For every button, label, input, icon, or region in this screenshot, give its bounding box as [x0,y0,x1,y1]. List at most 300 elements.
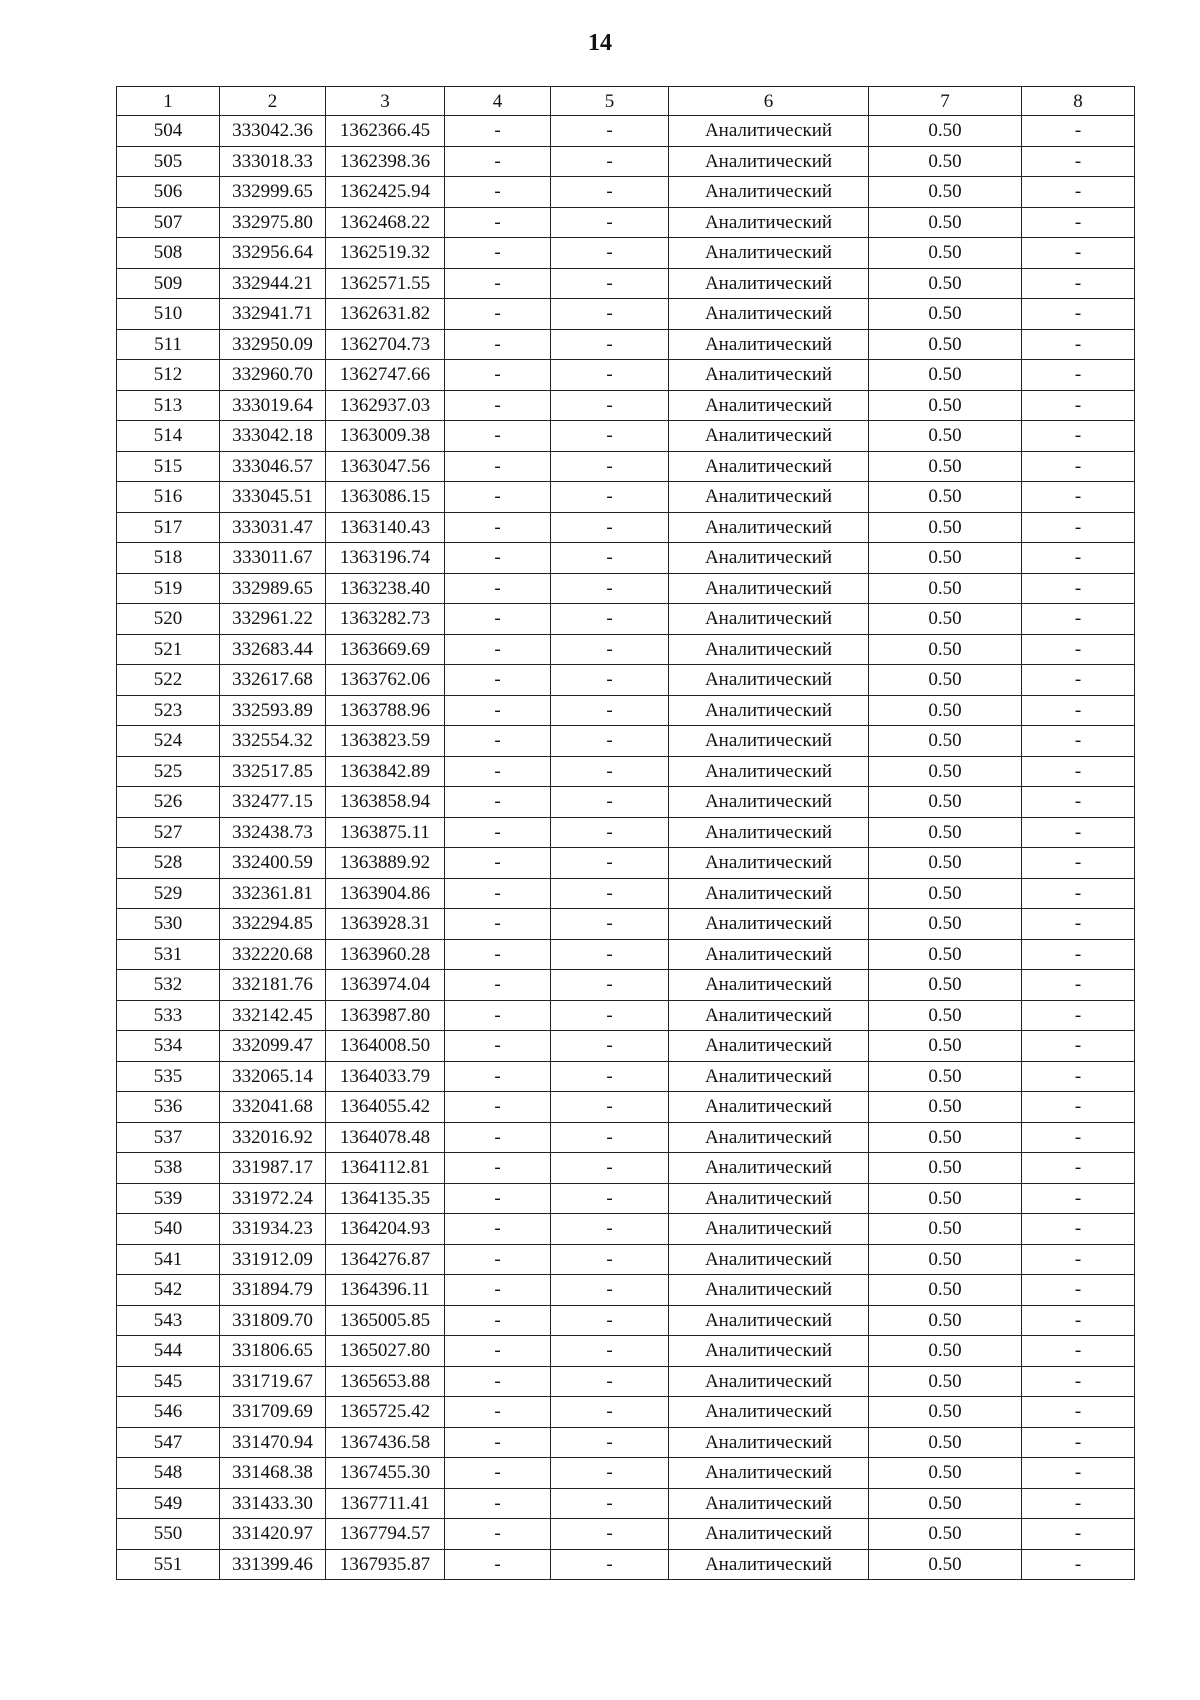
column-4-cell: - [445,238,551,269]
column-4-cell: - [445,421,551,452]
column-5-cell: - [551,1183,669,1214]
method-cell: Аналитический [669,909,869,940]
accuracy-cell: 0.50 [869,421,1022,452]
column-8-cell: - [1022,421,1135,452]
accuracy-cell: 0.50 [869,543,1022,574]
x-coordinate-cell: 333018.33 [220,146,326,177]
column-5-cell: - [551,665,669,696]
method-cell: Аналитический [669,1183,869,1214]
column-5-cell: - [551,1275,669,1306]
table-row [117,787,1135,818]
column-8-cell: - [1022,817,1135,848]
column-8-cell: - [1022,299,1135,330]
column-5-cell: - [551,1427,669,1458]
method-cell: Аналитический [669,1336,869,1367]
column-4-cell: - [445,1397,551,1428]
accuracy-cell: 0.50 [869,146,1022,177]
column-5-cell: - [551,1519,669,1550]
table-row [117,451,1135,482]
method-cell: Аналитический [669,634,869,665]
column-5-cell: - [551,634,669,665]
column-5-cell: - [551,451,669,482]
column-8-cell: - [1022,1336,1135,1367]
table-row [117,1031,1135,1062]
y-coordinate-cell: 1363889.92 [326,848,445,879]
accuracy-cell: 0.50 [869,1549,1022,1580]
y-coordinate-cell: 1363140.43 [326,512,445,543]
method-cell: Аналитический [669,1122,869,1153]
column-8-cell: - [1022,116,1135,147]
table-row [117,1153,1135,1184]
accuracy-cell: 0.50 [869,1214,1022,1245]
accuracy-cell: 0.50 [869,177,1022,208]
x-coordinate-cell: 332142.45 [220,1000,326,1031]
x-coordinate-cell: 331806.65 [220,1336,326,1367]
column-5-cell: - [551,1122,669,1153]
point-number-cell: 525 [117,756,220,787]
table-row [117,909,1135,940]
accuracy-cell: 0.50 [869,1519,1022,1550]
column-5-cell: - [551,543,669,574]
table-row [117,1000,1135,1031]
y-coordinate-cell: 1362571.55 [326,268,445,299]
column-5-cell: - [551,1061,669,1092]
method-cell: Аналитический [669,1031,869,1062]
column-5-cell: - [551,390,669,421]
table-row [117,268,1135,299]
method-cell: Аналитический [669,1153,869,1184]
table-row [117,970,1135,1001]
method-cell: Аналитический [669,146,869,177]
column-8-cell: - [1022,1275,1135,1306]
accuracy-cell: 0.50 [869,1305,1022,1336]
column-8-cell: - [1022,665,1135,696]
column-8-cell: - [1022,1122,1135,1153]
y-coordinate-cell: 1365027.80 [326,1336,445,1367]
column-4-cell: - [445,1092,551,1123]
accuracy-cell: 0.50 [869,1366,1022,1397]
method-cell: Аналитический [669,1519,869,1550]
table-row [117,756,1135,787]
accuracy-cell: 0.50 [869,1244,1022,1275]
y-coordinate-cell: 1365653.88 [326,1366,445,1397]
accuracy-cell: 0.50 [869,299,1022,330]
point-number-cell: 548 [117,1458,220,1489]
x-coordinate-cell: 332950.09 [220,329,326,360]
table-row [117,512,1135,543]
column-4-cell: - [445,909,551,940]
accuracy-cell: 0.50 [869,1061,1022,1092]
table-row [117,726,1135,757]
accuracy-cell: 0.50 [869,1031,1022,1062]
y-coordinate-cell: 1362366.45 [326,116,445,147]
accuracy-cell: 0.50 [869,573,1022,604]
column-4-cell: - [445,177,551,208]
method-cell: Аналитический [669,939,869,970]
table-row [117,1244,1135,1275]
accuracy-cell: 0.50 [869,1336,1022,1367]
accuracy-cell: 0.50 [869,848,1022,879]
accuracy-cell: 0.50 [869,1427,1022,1458]
y-coordinate-cell: 1364033.79 [326,1061,445,1092]
column-4-cell: - [445,726,551,757]
method-cell: Аналитический [669,1000,869,1031]
column-header: 7 [869,87,1022,116]
accuracy-cell: 0.50 [869,726,1022,757]
column-8-cell: - [1022,1183,1135,1214]
table-row [117,695,1135,726]
column-4-cell: - [445,329,551,360]
accuracy-cell: 0.50 [869,1092,1022,1123]
column-5-cell: - [551,848,669,879]
x-coordinate-cell: 333042.18 [220,421,326,452]
y-coordinate-cell: 1364135.35 [326,1183,445,1214]
accuracy-cell: 0.50 [869,1183,1022,1214]
point-number-cell: 505 [117,146,220,177]
method-cell: Аналитический [669,329,869,360]
x-coordinate-cell: 332941.71 [220,299,326,330]
column-5-cell: - [551,1366,669,1397]
method-cell: Аналитический [669,543,869,574]
y-coordinate-cell: 1367455.30 [326,1458,445,1489]
column-4-cell: - [445,1519,551,1550]
point-number-cell: 511 [117,329,220,360]
column-5-cell: - [551,878,669,909]
column-8-cell: - [1022,1153,1135,1184]
y-coordinate-cell: 1363974.04 [326,970,445,1001]
y-coordinate-cell: 1363047.56 [326,451,445,482]
point-number-cell: 515 [117,451,220,482]
y-coordinate-cell: 1363928.31 [326,909,445,940]
column-5-cell: - [551,360,669,391]
method-cell: Аналитический [669,1244,869,1275]
column-8-cell: - [1022,726,1135,757]
column-header: 8 [1022,87,1135,116]
column-8-cell: - [1022,1214,1135,1245]
column-8-cell: - [1022,848,1135,879]
x-coordinate-cell: 332361.81 [220,878,326,909]
column-4-cell: - [445,543,551,574]
column-4-cell: - [445,634,551,665]
y-coordinate-cell: 1363086.15 [326,482,445,513]
point-number-cell: 529 [117,878,220,909]
point-number-cell: 531 [117,939,220,970]
column-header: 3 [326,87,445,116]
method-cell: Аналитический [669,482,869,513]
method-cell: Аналитический [669,512,869,543]
point-number-cell: 542 [117,1275,220,1306]
column-5-cell: - [551,1031,669,1062]
column-5-cell: - [551,1244,669,1275]
accuracy-cell: 0.50 [869,1122,1022,1153]
point-number-cell: 544 [117,1336,220,1367]
point-number-cell: 537 [117,1122,220,1153]
accuracy-cell: 0.50 [869,665,1022,696]
point-number-cell: 533 [117,1000,220,1031]
column-8-cell: - [1022,512,1135,543]
method-cell: Аналитический [669,1458,869,1489]
y-coordinate-cell: 1363788.96 [326,695,445,726]
y-coordinate-cell: 1365725.42 [326,1397,445,1428]
column-5-cell: - [551,939,669,970]
method-cell: Аналитический [669,390,869,421]
x-coordinate-cell: 331719.67 [220,1366,326,1397]
x-coordinate-cell: 332477.15 [220,787,326,818]
column-4-cell: - [445,817,551,848]
table-row [117,817,1135,848]
column-8-cell: - [1022,543,1135,574]
method-cell: Аналитический [669,726,869,757]
method-cell: Аналитический [669,878,869,909]
column-4-cell: - [445,1427,551,1458]
column-header: 1 [117,87,220,116]
y-coordinate-cell: 1363238.40 [326,573,445,604]
y-coordinate-cell: 1363196.74 [326,543,445,574]
table-row [117,1336,1135,1367]
accuracy-cell: 0.50 [869,634,1022,665]
column-4-cell: - [445,695,551,726]
column-4-cell: - [445,1305,551,1336]
method-cell: Аналитический [669,604,869,635]
point-number-cell: 519 [117,573,220,604]
table-row [117,1305,1135,1336]
column-5-cell: - [551,1397,669,1428]
column-5-cell: - [551,177,669,208]
column-8-cell: - [1022,360,1135,391]
point-number-cell: 510 [117,299,220,330]
method-cell: Аналитический [669,756,869,787]
accuracy-cell: 0.50 [869,451,1022,482]
y-coordinate-cell: 1363858.94 [326,787,445,818]
accuracy-cell: 0.50 [869,909,1022,940]
column-4-cell: - [445,116,551,147]
accuracy-cell: 0.50 [869,1397,1022,1428]
method-cell: Аналитический [669,817,869,848]
method-cell: Аналитический [669,360,869,391]
column-header: 4 [445,87,551,116]
table-row [117,1122,1135,1153]
column-8-cell: - [1022,939,1135,970]
table-row [117,1458,1135,1489]
y-coordinate-cell: 1362747.66 [326,360,445,391]
column-5-cell: - [551,421,669,452]
column-8-cell: - [1022,146,1135,177]
method-cell: Аналитический [669,787,869,818]
column-8-cell: - [1022,634,1135,665]
column-8-cell: - [1022,1427,1135,1458]
column-5-cell: - [551,268,669,299]
table-row [117,1366,1135,1397]
y-coordinate-cell: 1363842.89 [326,756,445,787]
method-cell: Аналитический [669,1214,869,1245]
y-coordinate-cell: 1363823.59 [326,726,445,757]
method-cell: Аналитический [669,695,869,726]
table-row [117,482,1135,513]
column-4-cell: - [445,1488,551,1519]
accuracy-cell: 0.50 [869,878,1022,909]
point-number-cell: 532 [117,970,220,1001]
table-row [117,848,1135,879]
x-coordinate-cell: 332016.92 [220,1122,326,1153]
table-row [117,116,1135,147]
point-number-cell: 518 [117,543,220,574]
y-coordinate-cell: 1362398.36 [326,146,445,177]
point-number-cell: 547 [117,1427,220,1458]
column-8-cell: - [1022,207,1135,238]
table-row [117,1214,1135,1245]
point-number-cell: 546 [117,1397,220,1428]
x-coordinate-cell: 331433.30 [220,1488,326,1519]
table-body [117,116,1135,1580]
y-coordinate-cell: 1364204.93 [326,1214,445,1245]
table-row [117,634,1135,665]
point-number-cell: 526 [117,787,220,818]
coordinates-table [116,86,1135,1580]
x-coordinate-cell: 331468.38 [220,1458,326,1489]
accuracy-cell: 0.50 [869,268,1022,299]
x-coordinate-cell: 332683.44 [220,634,326,665]
table-row [117,238,1135,269]
method-cell: Аналитический [669,1275,869,1306]
accuracy-cell: 0.50 [869,787,1022,818]
table-row [117,207,1135,238]
point-number-cell: 538 [117,1153,220,1184]
table-row [117,1183,1135,1214]
accuracy-cell: 0.50 [869,1153,1022,1184]
point-number-cell: 507 [117,207,220,238]
point-number-cell: 539 [117,1183,220,1214]
table-row [117,1488,1135,1519]
column-4-cell: - [445,207,551,238]
method-cell: Аналитический [669,116,869,147]
method-cell: Аналитический [669,421,869,452]
column-8-cell: - [1022,970,1135,1001]
y-coordinate-cell: 1363960.28 [326,939,445,970]
column-4-cell: - [445,1000,551,1031]
point-number-cell: 530 [117,909,220,940]
y-coordinate-cell: 1363762.06 [326,665,445,696]
column-4-cell: - [445,390,551,421]
point-number-cell: 504 [117,116,220,147]
column-4-cell: - [445,1031,551,1062]
x-coordinate-cell: 332220.68 [220,939,326,970]
column-8-cell: - [1022,329,1135,360]
x-coordinate-cell: 332438.73 [220,817,326,848]
table-row [117,329,1135,360]
point-number-cell: 513 [117,390,220,421]
column-5-cell: - [551,756,669,787]
point-number-cell: 508 [117,238,220,269]
point-number-cell: 517 [117,512,220,543]
y-coordinate-cell: 1364396.11 [326,1275,445,1306]
method-cell: Аналитический [669,848,869,879]
column-8-cell: - [1022,1458,1135,1489]
accuracy-cell: 0.50 [869,238,1022,269]
column-5-cell: - [551,1305,669,1336]
column-5-cell: - [551,116,669,147]
table-row [117,421,1135,452]
column-4-cell: - [445,1366,551,1397]
column-8-cell: - [1022,1244,1135,1275]
x-coordinate-cell: 331399.46 [220,1549,326,1580]
table-row [117,1549,1135,1580]
column-8-cell: - [1022,390,1135,421]
table-header-row [117,87,1135,116]
accuracy-cell: 0.50 [869,512,1022,543]
point-number-cell: 543 [117,1305,220,1336]
column-8-cell: - [1022,268,1135,299]
table-row [117,299,1135,330]
column-4-cell: - [445,451,551,482]
y-coordinate-cell: 1367436.58 [326,1427,445,1458]
column-4-cell: - [445,482,551,513]
point-number-cell: 527 [117,817,220,848]
point-number-cell: 524 [117,726,220,757]
method-cell: Аналитический [669,1427,869,1458]
column-4-cell: - [445,878,551,909]
method-cell: Аналитический [669,207,869,238]
x-coordinate-cell: 332065.14 [220,1061,326,1092]
method-cell: Аналитический [669,1488,869,1519]
accuracy-cell: 0.50 [869,970,1022,1001]
column-header: 6 [669,87,869,116]
x-coordinate-cell: 332989.65 [220,573,326,604]
column-4-cell: - [445,360,551,391]
x-coordinate-cell: 331709.69 [220,1397,326,1428]
column-4-cell: - [445,1214,551,1245]
y-coordinate-cell: 1364112.81 [326,1153,445,1184]
x-coordinate-cell: 332517.85 [220,756,326,787]
column-4-cell: - [445,1122,551,1153]
point-number-cell: 520 [117,604,220,635]
accuracy-cell: 0.50 [869,756,1022,787]
column-4-cell: - [445,268,551,299]
x-coordinate-cell: 331972.24 [220,1183,326,1214]
column-8-cell: - [1022,1305,1135,1336]
y-coordinate-cell: 1364008.50 [326,1031,445,1062]
x-coordinate-cell: 332294.85 [220,909,326,940]
method-cell: Аналитический [669,970,869,1001]
column-5-cell: - [551,787,669,818]
x-coordinate-cell: 333011.67 [220,543,326,574]
x-coordinate-cell: 332181.76 [220,970,326,1001]
table-row [117,390,1135,421]
column-5-cell: - [551,726,669,757]
accuracy-cell: 0.50 [869,360,1022,391]
accuracy-cell: 0.50 [869,695,1022,726]
column-5-cell: - [551,604,669,635]
x-coordinate-cell: 331934.23 [220,1214,326,1245]
y-coordinate-cell: 1363987.80 [326,1000,445,1031]
table-row [117,177,1135,208]
table-row [117,878,1135,909]
point-number-cell: 535 [117,1061,220,1092]
point-number-cell: 528 [117,848,220,879]
x-coordinate-cell: 331809.70 [220,1305,326,1336]
method-cell: Аналитический [669,665,869,696]
y-coordinate-cell: 1367935.87 [326,1549,445,1580]
y-coordinate-cell: 1363904.86 [326,878,445,909]
table-row [117,146,1135,177]
point-number-cell: 549 [117,1488,220,1519]
x-coordinate-cell: 331894.79 [220,1275,326,1306]
table-row [117,573,1135,604]
table-row [117,939,1135,970]
column-5-cell: - [551,329,669,360]
y-coordinate-cell: 1365005.85 [326,1305,445,1336]
column-8-cell: - [1022,878,1135,909]
method-cell: Аналитический [669,1061,869,1092]
